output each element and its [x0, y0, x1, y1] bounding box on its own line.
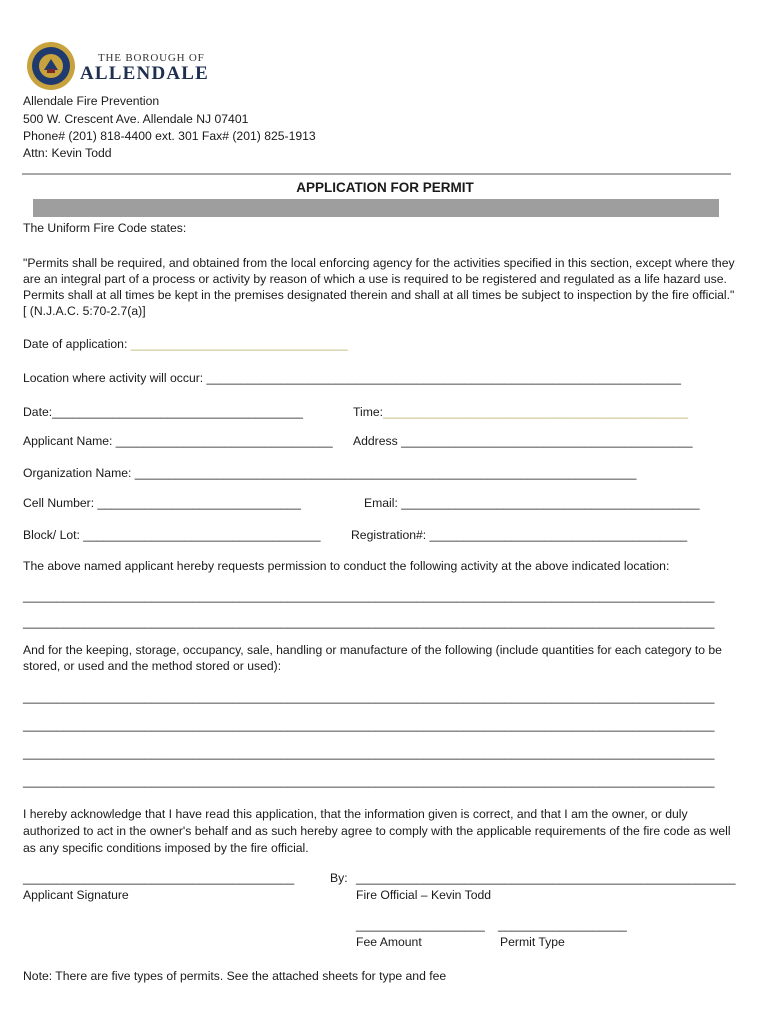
address-line-2: 500 W. Crescent Ave. Allendale NJ 07401: [23, 112, 249, 126]
acknowledgement-text: I hereby acknowledge that I have read this application, that the information given is correct, and that I am the owner, or duly authorized to act in the owner's behalf and as such hereby agree to comply with the applicable requirements of the fire code as well as any specific conditions imposed by the fire official.: [23, 807, 731, 855]
storage-blank-line-4[interactable]: ______________________________________________________________________________________________________: [23, 774, 715, 788]
borough-seal-logo: [26, 41, 76, 91]
address-line-3: Phone# (201) 818-4400 ext. 301 Fax# (201) 825-1913: [23, 129, 316, 143]
location-field[interactable]: Location where activity will occur: ______________________________________________________________________: [23, 371, 682, 385]
fire-code-quote: "Permits shall be required, and obtained from the local enforcing agency for the activities specified in this section, except where they are an integral part of a process or activity by reason of which a use is required to be registered and regulated as a life hazard use. Permits shall at all times be kept in the premises designated therein and shall at all times be subject to inspection by the fire official." [ (N.J.A.C. 5:70-2.7(a)]: [23, 256, 735, 318]
block-lot-field[interactable]: Block/ Lot: ___________________________________: [23, 528, 321, 542]
organization-name-field[interactable]: Organization Name: __________________________________________________________________________: [23, 466, 637, 480]
cell-number-field[interactable]: Cell Number: ______________________________: [23, 496, 301, 510]
applicant-signature-label: Applicant Signature: [23, 888, 129, 902]
address-line-4: Attn: Kevin Todd: [23, 146, 112, 160]
date-of-application-field[interactable]: [23, 337, 348, 351]
time-line: _____________________________________________: [383, 405, 689, 419]
address-line-1: Allendale Fire Prevention: [23, 94, 160, 108]
brand-name: ALLENDALE: [80, 63, 210, 84]
date-field[interactable]: Date:_____________________________________: [23, 405, 303, 419]
storage-blank-line-1[interactable]: ______________________________________________________________________________________________________: [23, 690, 715, 704]
note-text: Note: There are five types of permits. See the attached sheets for type and fee: [23, 969, 447, 983]
fire-official-signature-line[interactable]: ________________________________________________________: [356, 871, 736, 885]
time-field[interactable]: [353, 405, 688, 419]
fire-official-label: Fire Official – Kevin Todd: [356, 888, 492, 902]
divider: [22, 173, 731, 175]
registration-field[interactable]: Registration#: ______________________________________: [351, 528, 688, 542]
permit-type-label: Permit Type: [500, 935, 565, 949]
address-field[interactable]: Address ___________________________________________: [353, 434, 693, 448]
intro-text: The Uniform Fire Code states:: [23, 221, 187, 235]
activity-blank-line-1[interactable]: ______________________________________________________________________________________________________: [23, 589, 715, 603]
applicant-name-field[interactable]: Applicant Name: ________________________________: [23, 434, 333, 448]
brand-small-text: THE BOROUGH OF: [98, 52, 205, 64]
form-title: APPLICATION FOR PERMIT: [296, 180, 474, 195]
fee-amount-line[interactable]: ___________________: [356, 918, 485, 932]
date-of-application-line: ________________________________: [130, 337, 348, 351]
time-label: Time:: [353, 405, 384, 419]
email-field[interactable]: Email: ____________________________________________: [364, 496, 700, 510]
activity-request-text: The above named applicant hereby requests permission to conduct the following activity at the above indicated location:: [23, 559, 670, 573]
storage-blank-line-3[interactable]: ______________________________________________________________________________________________________: [23, 746, 715, 760]
by-label: By:: [330, 871, 348, 885]
title-bar: [33, 199, 719, 217]
applicant-signature-line[interactable]: ________________________________________: [23, 871, 295, 885]
storage-request-text: And for the keeping, storage, occupancy, sale, handling or manufacture of the following (include quantities for each category to be stored, or used and the method stored or used):: [23, 643, 722, 673]
storage-blank-line-2[interactable]: ______________________________________________________________________________________________________: [23, 718, 715, 732]
permit-type-line[interactable]: ___________________: [498, 918, 627, 932]
date-of-application-label: Date of application:: [23, 337, 128, 351]
fee-amount-label: Fee Amount: [356, 935, 422, 949]
activity-blank-line-2[interactable]: ______________________________________________________________________________________________________: [23, 615, 715, 629]
